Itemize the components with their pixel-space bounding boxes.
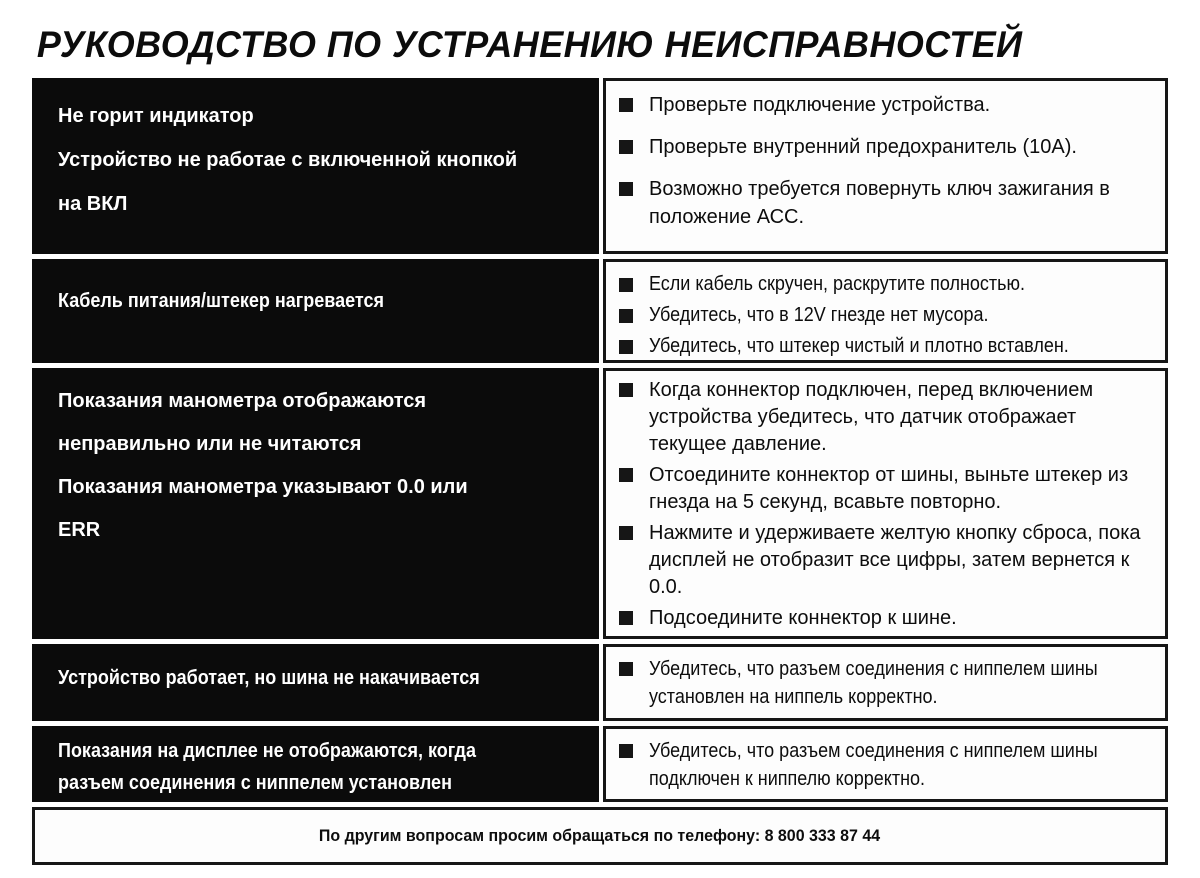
problem-cell [32,259,599,363]
solution-item [619,332,1157,361]
solution-text: Проверьте внутренний предохранитель (10А). [649,136,1077,158]
solution-item [619,462,1157,516]
bullet-square-icon [619,526,633,540]
problem-line: Кабель питания/штекер нагревается [58,290,384,312]
bullet-square-icon [619,98,633,112]
solution-item [619,737,1157,793]
problem-line: на ВКЛ [58,193,128,215]
problem-line: Не горит индикатор [58,105,254,127]
solution-text: Убедитесь, что штекер чистый и плотно вставлен. [649,335,1069,357]
page-title: РУКОВОДСТВО ПО УСТРАНЕНИЮ НЕИСПРАВНОСТЕЙ [36,24,1023,65]
bullet-square-icon [619,383,633,397]
solution-item [619,133,1157,161]
bullet-square-icon [619,468,633,482]
solution-item [619,301,1157,330]
table-row [32,368,1168,639]
solution-text: Отсоедините коннектор от шины, выньте штекер из гнезда на 5 секунд, всавьте повторно. [649,464,1129,513]
problem-cell [32,644,599,721]
solution-text: Проверьте подключение устройства. [649,94,991,116]
solution-item [619,175,1157,231]
problem-line: ERR [58,519,101,541]
solution-text: Убедитесь, что разъем соединения с ниппелем шины подключен к ниппелю корректно. [649,740,1098,790]
solutions-cell [603,259,1168,363]
solution-text: Подсоедините коннектор к шине. [649,607,957,629]
solution-text: Нажмите и удерживаете желтую кнопку сброса, пока дисплей не отобразит все цифры, затем вернется к 0.0. [649,522,1141,598]
solutions-cell [603,726,1168,802]
table-row [32,259,1168,363]
problem-line: Показания манометра отображаются [58,390,427,412]
bullet-square-icon [619,340,633,354]
solution-text: Убедитесь, что в 12V гнезде нет мусора. [649,304,989,326]
solution-text: Если кабель скручен, раскрутите полностью. [649,273,1026,295]
solution-item [619,377,1157,458]
footer-note [32,807,1168,865]
problem-cell [32,726,599,802]
bullet-square-icon [619,140,633,154]
solution-text: Возможно требуется повернуть ключ зажигания в положение АСС. [649,178,1110,228]
bullet-square-icon [619,744,633,758]
problem-line: Показания манометра указывают 0.0 или [58,476,468,498]
solutions-cell [603,644,1168,721]
bullet-square-icon [619,182,633,196]
table-row [32,78,1168,254]
table-row [32,644,1168,721]
solutions-cell [603,78,1168,254]
problem-line: разъем соединения с ниппелем установлен [58,772,452,794]
problem-line: неправильно или не читаются [58,433,362,455]
solution-item [619,91,1157,119]
problem-cell [32,78,599,254]
solutions-cell [603,368,1168,639]
problem-line: Устройство работает, но шина не накачивается [58,667,480,689]
troubleshooting-table [32,78,1168,802]
solution-item [619,270,1157,299]
solution-item [619,655,1157,711]
bullet-square-icon [619,278,633,292]
solution-item [619,520,1157,601]
problem-line: Показания на дисплее не отображаются, когда [58,740,476,762]
solution-item [619,605,1157,632]
bullet-square-icon [619,309,633,323]
solution-text: Когда коннектор подключен, перед включением устройства убедитесь, что датчик отображает текущее давление. [649,379,1094,455]
solution-text: Убедитесь, что разъем соединения с ниппелем шины установлен на ниппель корректно. [649,658,1098,708]
bullet-square-icon [619,611,633,625]
footer-phone-text: По другим вопросам просим обращаться по телефону: 8 800 333 87 44 [319,826,881,845]
table-row [32,726,1168,802]
bullet-square-icon [619,662,633,676]
problem-line: Устройство не работае с включенной кнопкой [58,149,518,171]
problem-cell [32,368,599,639]
